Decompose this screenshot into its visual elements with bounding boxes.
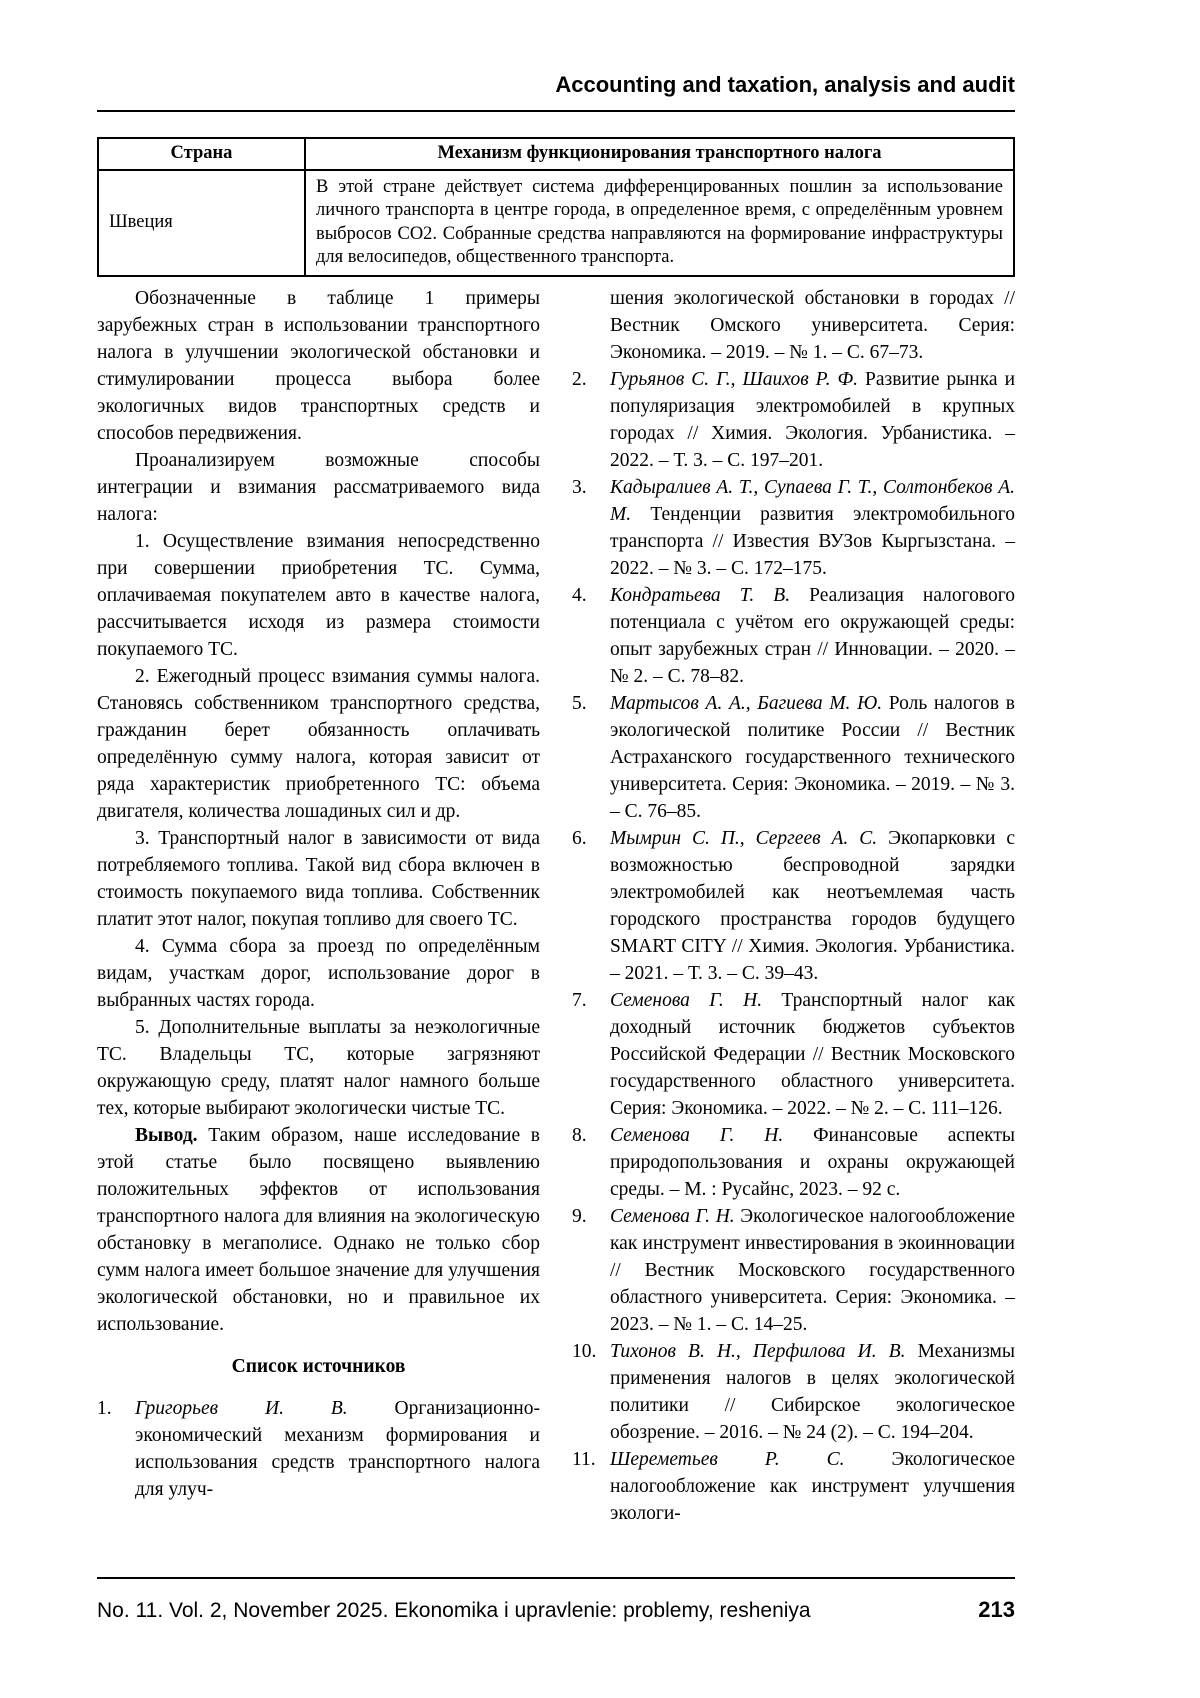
reference-item: 6. Мымрин С. П., Сергеев А. С. Экопарковки с возможностью беспроводной зарядки электромобилей как неотъемлемая часть городского пространства городов будущего SMART CITY // Химия. Экология. Урбанистика. – 2021. – Т. 3. – С. 39–43. <box>572 825 1015 987</box>
reference-item: 8. Семенова Г. Н. Финансовые аспекты природопользования и охраны окружающей среды. – М. : Русайнс, 2023. – 92 с. <box>572 1122 1015 1203</box>
reference-number: 11. <box>572 1449 596 1470</box>
reference-item: 4. Кондратьева Т. В. Реализация налогового потенциала с учётом его окружающей среды: опыт зарубежных стран // Инновации. – 2020. – № 2. – С. 78–82. <box>572 582 1015 690</box>
reference-number: 9. <box>572 1206 587 1227</box>
column-header-country: Страна <box>98 138 305 170</box>
reference-number: 6. <box>572 828 587 849</box>
reference-authors: Кадыралиев А. Т., Супаева Г. Т., Солтонбеков А. М. <box>610 477 1015 525</box>
transport-tax-table <box>97 137 1015 277</box>
references-heading: Список источников <box>231 1356 406 1377</box>
reference-item: 10. Тихонов В. Н., Перфилова И. В. Механизмы применения налогов в целях экологической политики // Сибирское экологическое обозрение. – 2016. – № 24 (2). – С. 194–204. <box>572 1338 1015 1446</box>
reference-number: 2. <box>572 369 587 390</box>
reference-authors: Григорьев И. В. <box>135 1398 348 1419</box>
body-paragraph: Обозначенные в таблице 1 примеры зарубежных стран в использовании транспортного налога в улучшении экологической обстановки и стимулировании процесса выбора более экологичных видов транспортных средств и способов передвижения. <box>97 288 540 444</box>
reference-number: 3. <box>572 477 587 498</box>
body-paragraph: 4. Сумма сбора за проезд по определённым видам, участкам дорог, использование дорог в выбранных частях города. <box>97 936 540 1011</box>
reference-number: 1. <box>97 1398 112 1419</box>
reference-authors: Мымрин С. П., Сергеев А. С. <box>610 828 878 849</box>
reference-authors: Семенова Г. Н. <box>610 1206 735 1227</box>
two-column-body <box>97 285 1015 1527</box>
reference-item: 5. Мартысов А. А., Багиева М. Ю. Роль налогов в экологической политике России // Вестник Астраханского государственного технического университета. Серия: Экономика. – 2019. – № 3. – С. 76–85. <box>572 690 1015 825</box>
reference-authors: Гурьянов С. Г., Шаихов Р. Ф. <box>610 369 859 390</box>
section-title: Accounting and taxation, analysis and audit <box>555 72 1015 97</box>
running-head <box>97 72 1015 112</box>
body-paragraph: Проанализируем возможные способы интеграции и взимания рассматриваемого вида налога: <box>97 450 540 525</box>
left-column-paragraphs <box>97 285 540 1338</box>
body-paragraph: Вывод. Таким образом, наше исследование в этой статье было посвящено выявлению положительных эффектов от использования транспортного налога для влияния на экологическую обстановку в мегаполисе. Однако не только сбор сумм налога имеет большое значение для улучшения экологической обстановки, но и правильное их использование. <box>97 1125 540 1335</box>
left-column <box>97 285 540 1527</box>
reference-item: 9. Семенова Г. Н. Экологическое налогообложение как инструмент инвестирования в экоинновации // Вестник Московского государственного областного университета. Серия: Экономика. – 2023. – № 1. – С. 14–25. <box>572 1203 1015 1338</box>
reference-item: 2. Гурьянов С. Г., Шаихов Р. Ф. Развитие рынка и популяризация электромобилей в крупных городах // Химия. Экология. Урбанистика. – 2022. – Т. 3. – С. 197–201. <box>572 366 1015 474</box>
reference-authors: Семенова Г. Н. <box>610 1125 784 1146</box>
reference-authors: Тихонов В. Н., Перфилова И. В. <box>610 1341 906 1362</box>
reference-authors: Семенова Г. Н. <box>610 990 763 1011</box>
body-paragraph: 3. Транспортный налог в зависимости от вида потребляемого топлива. Такой вид сбора включен в стоимость покупаемого вида топлива. Собственник платит этот налог, покупая топливо для своего ТС. <box>97 828 540 930</box>
reference-number: 8. <box>572 1125 587 1146</box>
body-paragraph: 1. Осуществление взимания непосредственно при совершении приобретения ТС. Сумма, оплачиваемая покупателем авто в качестве налога, рассчитывается исходя из размера стоимости покупаемого ТС. <box>97 531 540 660</box>
right-column <box>572 285 1015 1527</box>
reference-continuation: шения экологической обстановки в городах // Вестник Омского университета. Серия: Экономика. – 2019. – № 1. – С. 67–73. <box>610 288 1015 363</box>
right-column-references <box>572 366 1015 1527</box>
reference-authors: Шереметьев Р. С. <box>610 1449 845 1470</box>
body-paragraph: 2. Ежегодный процесс взимания суммы налога. Становясь собственником транспортного средства, гражданин берет обязанность оплачивать определённую сумму налога, которая зависит от ряда характеристик приобретенного ТС: объема двигателя, количества лошадиных сил и др. <box>97 666 540 822</box>
cell-mechanism: В этой стране действует система дифференцированных пошлин за использование личного транспорта в центре города, в определенное время, с определённым уровнем выбросов СО2. Собранные средства направляются на формирование инфраструктуры для велосипедов, общественного транспорта. <box>305 170 1014 276</box>
reference-number: 7. <box>572 990 587 1011</box>
journal-info: No. 11. Vol. 2, November 2025. Ekonomika i upravlenie: problemy, resheniya <box>97 1599 811 1622</box>
reference-authors: Мартысов А. А., Багиева М. Ю. <box>610 693 883 714</box>
reference-number: 5. <box>572 693 587 714</box>
page-number: 213 <box>978 1597 1015 1622</box>
body-paragraph: 5. Дополнительные выплаты за неэкологичные ТС. Владельцы ТС, которые загрязняют окружающую среду, платят налог намного больше тех, которые выбирают экологически чистые ТС. <box>97 1017 540 1119</box>
cell-country: Швеция <box>98 170 305 276</box>
reference-authors: Кондратьева Т. В. <box>610 585 791 606</box>
reference-item: 1. Григорьев И. В. Организационно-экономический механизм формирования и использования средств транспортного налога для улуч- <box>97 1395 540 1503</box>
page-footer <box>97 1577 1015 1623</box>
reference-number: 10. <box>572 1341 597 1362</box>
table-header-row <box>98 138 1014 170</box>
reference-item: 11. Шереметьев Р. С. Экологическое налогообложение как инструмент улучшения экологи- <box>572 1446 1015 1527</box>
left-column-references <box>97 1395 540 1503</box>
reference-item: 3. Кадыралиев А. Т., Супаева Г. Т., Солтонбеков А. М. Тенденции развития электромобильного транспорта // Известия ВУЗов Кыргызстана. – 2022. – № 3. – С. 172–175. <box>572 474 1015 582</box>
paragraph-lead: Вывод. <box>135 1125 198 1146</box>
table-row <box>98 170 1014 276</box>
reference-item: 7. Семенова Г. Н. Транспортный налог как доходный источник бюджетов субъектов Российской Федерации // Вестник Московского государственного областного университета. Серия: Экономика. – 2022. – № 2. – С. 111–126. <box>572 987 1015 1122</box>
column-header-mechanism: Механизм функционирования транспортного налога <box>305 138 1014 170</box>
reference-number: 4. <box>572 585 587 606</box>
